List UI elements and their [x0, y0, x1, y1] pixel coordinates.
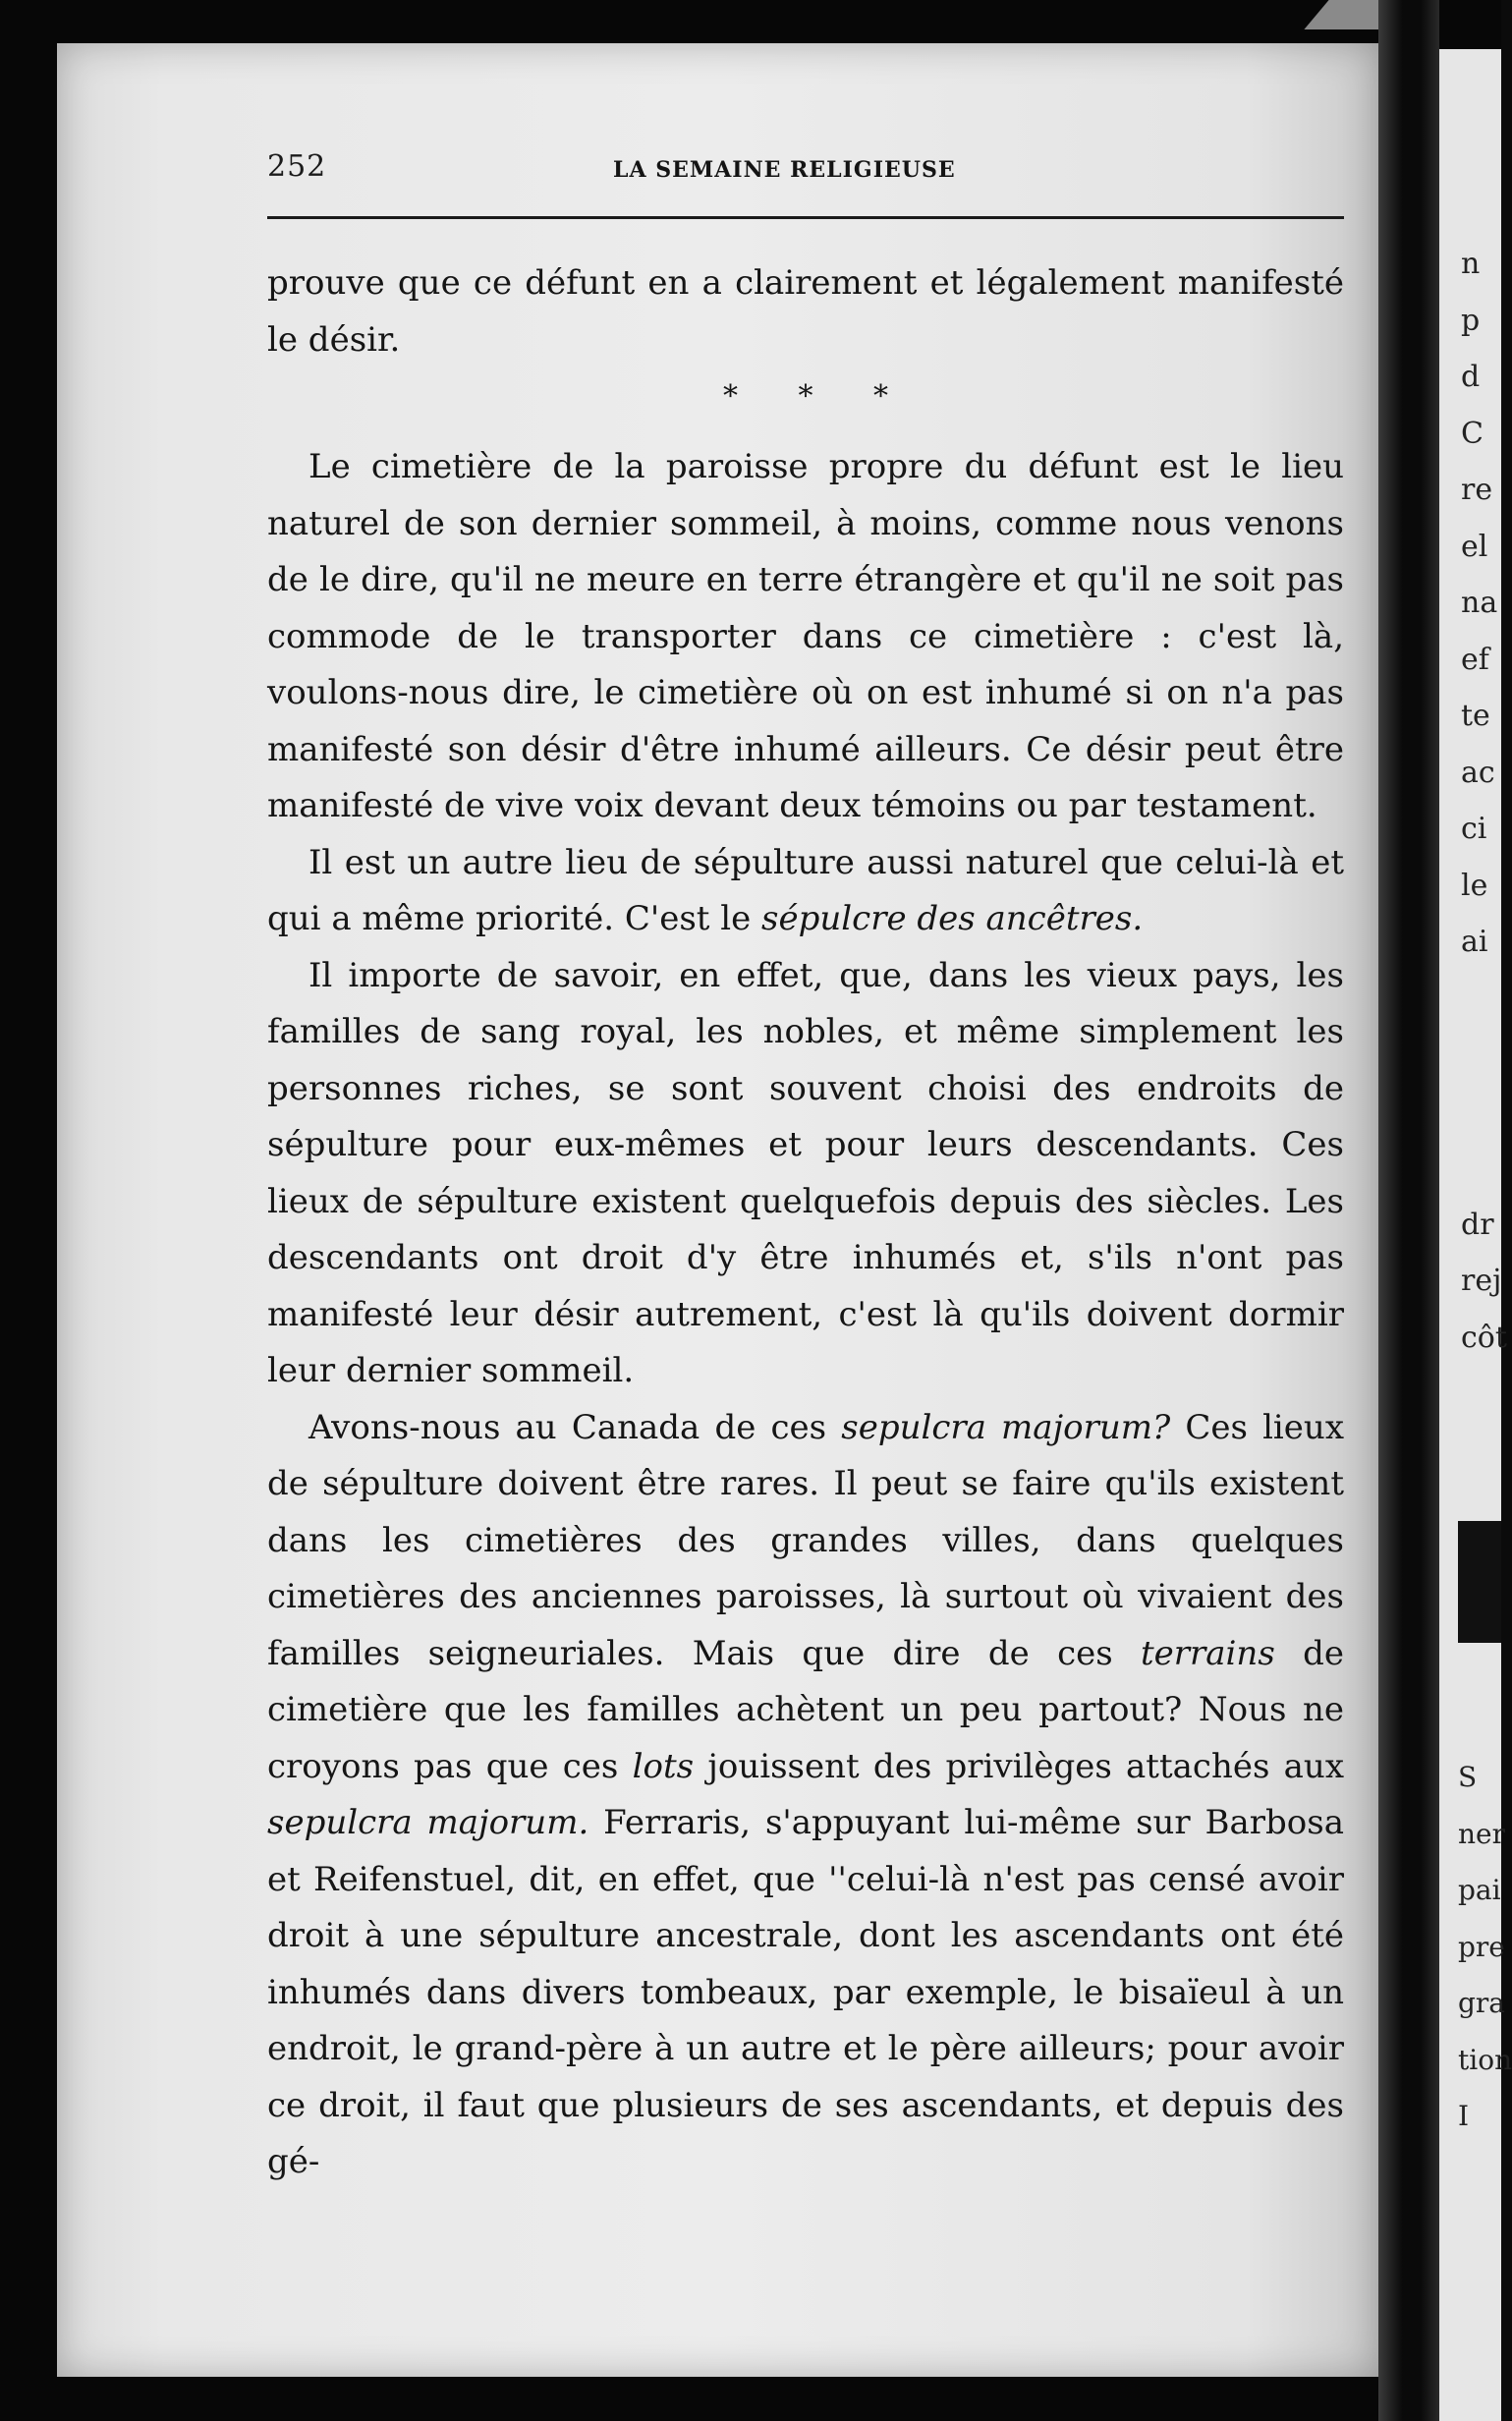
paragraph: Le cimetière de la paroisse propre du défunt est le lieu naturel de son dernier sommeil, à moins, comme nous venons de le dire, qu'il ne meure en terre étrangère et qu'il ne soit pas commode de le transporter dans ce cimetière : c'est là, voulons-nous dire, le cimetière où on est inhumé si on n'a pas manifesté son désir d'être inhumé ailleurs. Ce désir peut être manifesté de vive voix devant deux témoins ou par testament. — [267, 447, 1344, 825]
facing-page-text-lower: S ner pai pre gra tion I — [1458, 1761, 1512, 2132]
book-gutter — [1378, 0, 1439, 2421]
facing-page-text: n p d C re el na ef te ac ci le ai dr rej côt — [1461, 247, 1507, 1355]
running-title: LA SEMAINE RELIGIEUSE — [613, 157, 956, 183]
facing-page-ornament — [1458, 1521, 1501, 1643]
page-number: 252 — [267, 149, 327, 184]
body-text — [267, 255, 1344, 2191]
page-header — [267, 149, 1344, 189]
paragraph: Il est un autre lieu de sépulture aussi naturel que celui-là et qui a même priorité. C'est le sépulcre des ancêtres. — [267, 842, 1344, 938]
section-separator: * * * — [722, 379, 915, 414]
paragraph: Avons-nous au Canada de ces sepulcra majorum? Ces lieux de sépulture doivent être rares. Il peut se faire qu'ils existent dans les cimetières des grandes villes, dans quelques cimetières des anciennes paroisses, là surtout où vivaient des familles seigneuriales. Mais que dire de ces terrains de cimetière que les familles achètent un peu partout? Nous ne croyons pas que ces lots jouissent des privilèges attachés aux sepulcra majorum. Ferraris, s'appuyant lui-même sur Barbosa et Reifenstuel, dit, en effet, que ''celui-là n'est pas censé avoir droit à une sépulture ancestrale, dont les ascendants ont été inhumés dans divers tombeaux, par exemple, le bisaïeul à un endroit, le grand-père à un autre et le père ailleurs; pour avoir ce droit, il faut que plusieurs de ses ascendants, et depuis des gé- — [267, 1407, 1345, 2181]
italic-phrase: sépulcre des ancêtres. — [761, 899, 1144, 938]
header-rule — [267, 216, 1344, 219]
paragraph: Il importe de savoir, en effet, que, dans les vieux pays, les familles de sang royal, les nobles, et même simplement les personnes riches, se sont souvent choisi des endroits de sépulture pour eux-mêmes et pour leurs descendants. Ces lieux de sépulture existent quelquefois depuis des siècles. Les descendants ont droit d'y être inhumés et, s'ils n'ont pas manifesté leur désir autrement, c'est là qu'ils doivent dormir leur dernier sommeil. — [267, 955, 1344, 1390]
paragraph-continuation: prouve que ce défunt en a clairement et légalement manifesté le désir. — [267, 263, 1344, 360]
